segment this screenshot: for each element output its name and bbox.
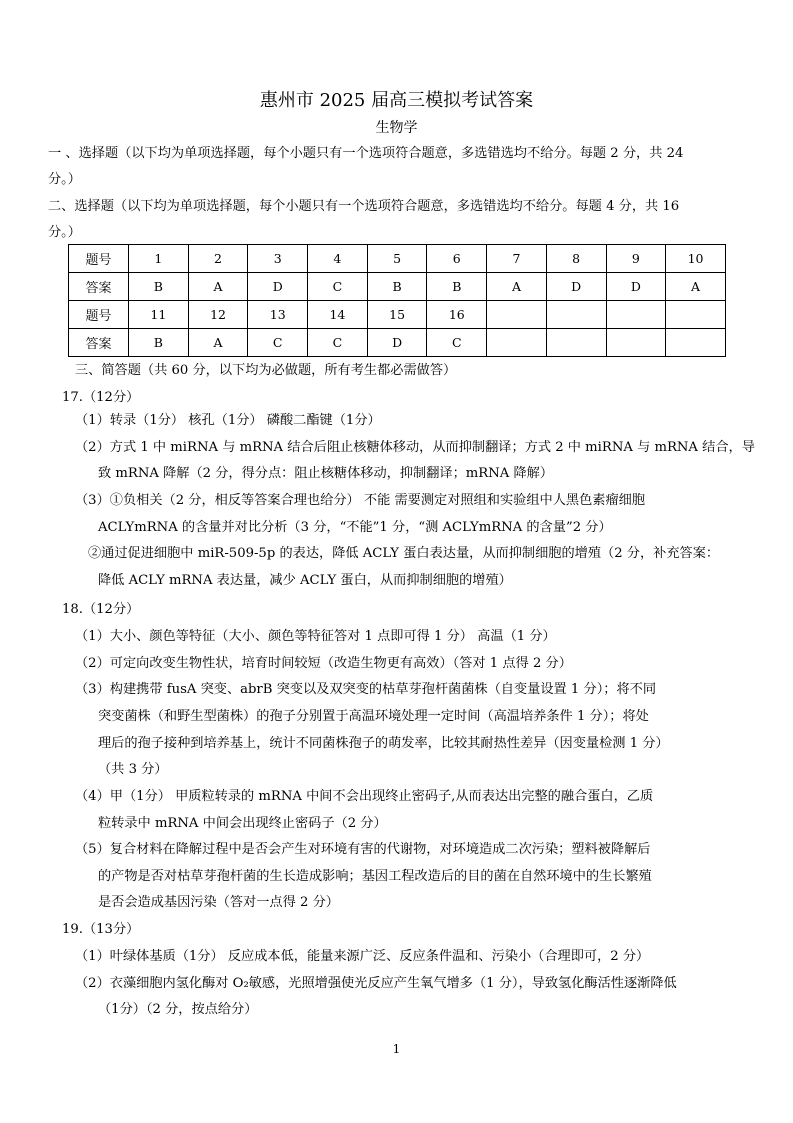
table-cell: 15	[367, 301, 427, 329]
page-number: 1	[392, 1042, 401, 1056]
table-cell	[546, 329, 606, 357]
q17-answer-3-cont: ACLYmRNA 的含量并对比分析（3 分，“不能”1 分，“测 ACLYmRNA 的含量”2 分）	[98, 520, 612, 535]
table-cell: A	[666, 273, 726, 301]
table-cell: 3	[248, 245, 308, 273]
table-cell	[666, 329, 726, 357]
table-cell: B	[427, 273, 487, 301]
row-label-question: 题号	[69, 301, 129, 329]
table-cell: D	[367, 329, 427, 357]
table-row	[69, 301, 726, 329]
table-cell: 7	[487, 245, 547, 273]
table-cell	[487, 329, 547, 357]
q18-answer-5-cont1: 的产物是否对枯草芽孢杆菌的生长造成影响；基因工程改造后的目的菌在自然环境中的生长繁殖	[98, 869, 652, 884]
document-title: 惠州市 2025 届高三模拟考试答案	[259, 90, 534, 111]
table-cell: 10	[666, 245, 726, 273]
table-cell: B	[367, 273, 427, 301]
q17-heading: 17.（12分）	[62, 390, 140, 405]
q18-answer-5-cont2: 是否会造成基因污染（答对一点得 2 分）	[98, 895, 339, 910]
q18-answer-3-cont2: 理后的孢子接种到培养基上，统计不同菌株孢子的萌发率，比较其耐热性差异（因变量检测 1 分）	[98, 736, 669, 751]
q19-answer-2-cont: （1分）（2 分，按点给分）	[98, 1002, 258, 1017]
answer-table	[68, 244, 726, 357]
table-cell: 14	[308, 301, 368, 329]
table-cell: A	[188, 273, 248, 301]
table-cell: D	[248, 273, 308, 301]
section3-heading: 三、简答题（共 60 分，以下均为必做题，所有考生都必需做答）	[75, 363, 457, 378]
table-cell: 11	[129, 301, 189, 329]
q18-answer-5: （5）复合材料在降解过程中是否会产生对环境有害的代谢物，对环境造成二次污染；塑料被降解后	[75, 842, 651, 857]
table-cell: D	[606, 273, 666, 301]
table-cell: 1	[129, 245, 189, 273]
table-cell	[606, 301, 666, 329]
table-cell: B	[129, 273, 189, 301]
table-cell: 2	[188, 245, 248, 273]
table-cell: 16	[427, 301, 487, 329]
q18-answer-4: （4）甲（1分） 甲质粒转录的 mRNA 中间不会出现终止密码子,从而表达出完整的融合蛋白，乙质	[75, 789, 654, 804]
table-cell: 8	[546, 245, 606, 273]
q17-answer-1: （1）转录（1分） 核孔（1分） 磷酸二酯键（1分）	[75, 413, 381, 428]
table-cell: 4	[308, 245, 368, 273]
table-cell	[487, 301, 547, 329]
table-row	[69, 245, 726, 273]
row-label-answer: 答案	[69, 273, 129, 301]
table-cell: C	[308, 329, 368, 357]
q18-answer-3-cont3: （共 3 分）	[98, 762, 168, 777]
table-cell	[666, 301, 726, 329]
table-cell: C	[248, 329, 308, 357]
row-label-question: 题号	[69, 245, 129, 273]
q19-answer-1: （1）叶绿体基质（1分） 反应成本低，能量来源广泛、反应条件温和、污染小（合理即可，2 分）	[75, 949, 650, 964]
q18-answer-2: （2）可定向改变生物性状，培育时间较短（改造生物更有高效）（答对 1 点得 2 分）	[75, 656, 572, 671]
table-cell: A	[487, 273, 547, 301]
table-cell: A	[188, 329, 248, 357]
q18-answer-4-cont: 粒转录中 mRNA 中间会出现终止密码子（2 分）	[98, 816, 387, 831]
subject-heading: 生物学	[375, 120, 418, 136]
section1-line1: 一 、选择题（以下均为单项选择题，每个小题只有一个选项符合题意，多选错选均不给分。每题 2 分，共 24	[48, 146, 684, 161]
q18-answer-1: （1）大小、颜色等特征（大小、颜色等特征答对 1 点即可得 1 分） 高温（1 分）	[75, 629, 556, 644]
q17-answer-2: （2）方式 1 中 miRNA 与 mRNA 结合后阻止核糖体移动，从而抑制翻译；方式 2 中 miRNA 与 mRNA 结合，导	[75, 440, 755, 455]
table-cell: 13	[248, 301, 308, 329]
q18-answer-3: （3）构建携带 fusA 突变、abrB 突变以及双突变的枯草芽孢杆菌菌株（自变量设置 1 分）；将不同	[75, 682, 657, 697]
table-cell	[606, 329, 666, 357]
section1-line2: 分。）	[48, 172, 81, 187]
table-cell	[546, 301, 606, 329]
q17-answer-3: （3）①负相关（2 分，相反等答案合理也给分） 不能 需要测定对照组和实验组中人黑色素瘤细胞	[75, 493, 646, 508]
q18-answer-3-cont1: 突变菌株（和野生型菌株）的孢子分别置于高温环境处理一定时间（高温培养条件 1 分）；将处	[98, 709, 649, 724]
table-cell: 9	[606, 245, 666, 273]
q19-answer-2: （2）衣藻细胞内氢化酶对 O₂敏感，光照增强使光反应产生氧气增多（1 分），导致氢化酶活性逐渐降低	[75, 976, 677, 991]
row-label-answer: 答案	[69, 329, 129, 357]
table-cell: D	[546, 273, 606, 301]
table-cell: 12	[188, 301, 248, 329]
table-cell: 6	[427, 245, 487, 273]
q17-answer-3-part2-cont: 降低 ACLY mRNA 表达量，减少 ACLY 蛋白，从而抑制细胞的增殖）	[98, 573, 512, 588]
table-cell: 5	[367, 245, 427, 273]
table-cell: C	[308, 273, 368, 301]
q17-answer-3-part2: ②通过促进细胞中 miR-509-5p 的表达，降低 ACLY 蛋白表达量，从而抑制细胞的增殖（2 分，补充答案：	[88, 546, 720, 561]
q17-answer-2-cont: 致 mRNA 降解（2 分，得分点：阻止核糖体移动，抑制翻译；mRNA 降解）	[98, 466, 554, 481]
table-cell: C	[427, 329, 487, 357]
q19-heading: 19.（13分）	[62, 922, 140, 937]
section2-line2: 分。）	[48, 225, 81, 240]
section2-line1: 二、选择题（以下均为单项选择题，每个小题只有一个选项符合题意，多选错选均不给分。每题 4 分，共 16	[48, 199, 680, 214]
table-row	[69, 329, 726, 357]
table-row	[69, 273, 726, 301]
table-cell: B	[129, 329, 189, 357]
q18-heading: 18.（12分）	[62, 602, 140, 617]
